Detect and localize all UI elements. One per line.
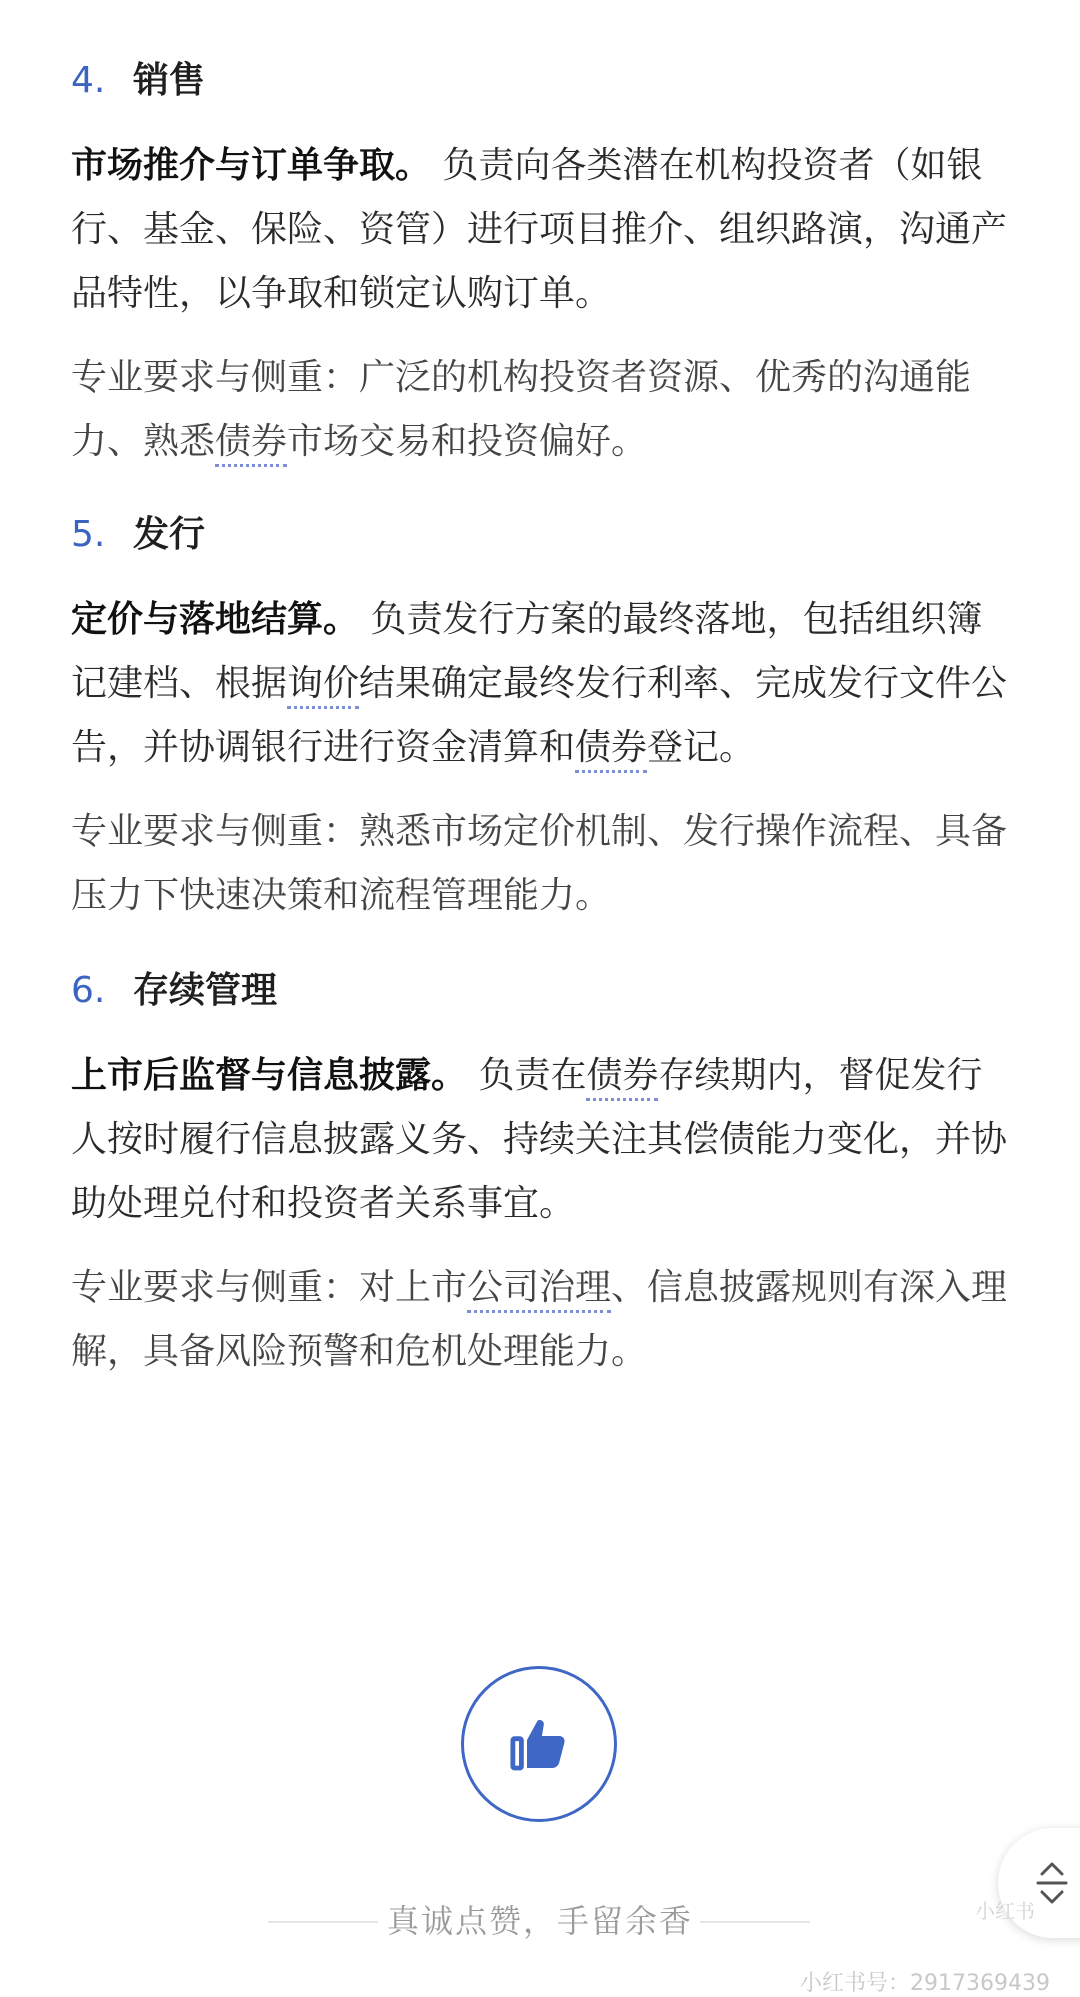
collapse-icon bbox=[1034, 1860, 1070, 1906]
watermark-logo: 小红书 bbox=[975, 1899, 1035, 1923]
section-heading-sales bbox=[71, 52, 205, 103]
section-heading-post-issuance bbox=[71, 962, 277, 1013]
section-lead: 市场推介与订单争取。 bbox=[71, 145, 432, 186]
section-description bbox=[71, 588, 1011, 780]
term-link-bond[interactable]: 债券 bbox=[575, 727, 647, 773]
term-link-bond[interactable]: 债券 bbox=[215, 421, 287, 467]
like-caption: 真诚点赞，手留余香 bbox=[386, 1902, 693, 1940]
section-body: 结果确定最终发行利率、完成发行文件公告，并协调银行进行资金清算和 bbox=[71, 663, 1008, 768]
thumbs-up-icon bbox=[507, 1712, 571, 1776]
section-lead: 定价与落地结算。 bbox=[71, 599, 360, 640]
section-description bbox=[71, 134, 1011, 326]
section-title: 销售 bbox=[133, 60, 206, 101]
requirements-text: 市场交易和投资偏好。 bbox=[287, 421, 648, 462]
term-link-inquiry[interactable]: 询价 bbox=[287, 663, 359, 709]
section-requirements bbox=[71, 1256, 1011, 1384]
requirements-text: 专业要求与侧重：对上市 bbox=[71, 1267, 468, 1308]
section-number: 4. bbox=[71, 60, 106, 101]
requirements-text: 专业要求与侧重：广泛的机构投资者资源、优秀的沟通能力、熟悉 bbox=[71, 357, 972, 462]
section-title: 存续管理 bbox=[133, 970, 278, 1011]
section-heading-issuance bbox=[71, 506, 205, 557]
section-number: 5. bbox=[71, 514, 106, 555]
term-link-bond[interactable]: 债券 bbox=[586, 1055, 658, 1101]
section-body: 负责发行方案的最终落地，包括组织簿记建档、根据 bbox=[71, 599, 983, 704]
section-body: 负责在 bbox=[467, 1055, 587, 1096]
like-button[interactable] bbox=[461, 1666, 617, 1822]
section-lead: 上市后监督与信息披露。 bbox=[71, 1055, 468, 1096]
term-link-corporate-governance[interactable]: 公司治理 bbox=[467, 1267, 611, 1313]
section-body: 负责向各类潜在机构投资者（如银行、基金、保险、资管）进行项目推介、组织路演，沟通产品特性，以争取和锁定认购订单。 bbox=[71, 145, 1008, 314]
section-number: 6. bbox=[71, 970, 106, 1011]
section-description bbox=[71, 1044, 1011, 1236]
section-body: 存续期内，督促发行人按时履行信息披露义务、持续关注其偿债能力变化，并协助处理兑付和投资者关系事宜。 bbox=[71, 1055, 1008, 1224]
watermark-text: 小红书号：2917369439 bbox=[800, 1971, 1050, 1996]
requirements-text: 、信息披露规则有深入理解，具备风险预警和危机处理能力。 bbox=[71, 1267, 1008, 1372]
section-body: 登记。 bbox=[647, 727, 756, 768]
section-title: 发行 bbox=[133, 514, 206, 555]
section-requirements bbox=[71, 346, 1011, 474]
section-requirements: 专业要求与侧重：熟悉市场定价机制、发行操作流程、具备压力下快速决策和流程管理能力。 bbox=[71, 811, 1008, 916]
